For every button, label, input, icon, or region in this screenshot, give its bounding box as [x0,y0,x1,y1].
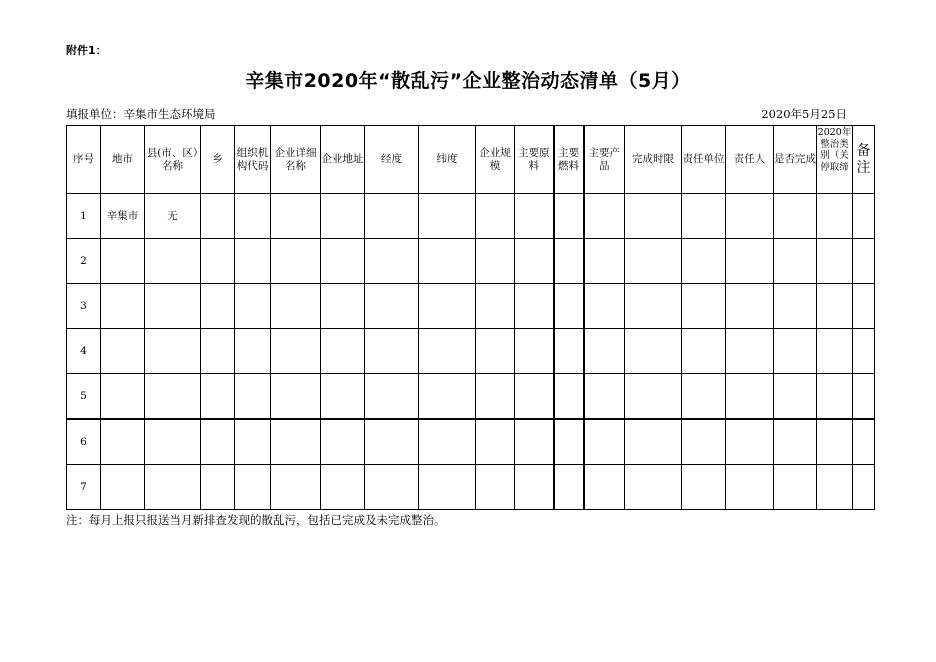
table-cell [682,419,726,465]
table-cell [584,329,625,374]
table-cell: 辛集市 [101,194,145,239]
table-cell [419,239,476,284]
table-cell [419,194,476,239]
table-cell [419,284,476,329]
table-cell [853,419,875,465]
table-cell [271,419,321,465]
header-cell: 企业详细名称 [271,126,321,194]
table-cell [682,284,726,329]
reporting-unit: 填报单位：辛集市生态环境局 [66,107,216,121]
table-cell [774,284,817,329]
table-cell [817,284,853,329]
table-cell: 无 [145,194,201,239]
table-cell [235,194,271,239]
table-cell [682,329,726,374]
table-cell [145,419,201,465]
table-cell [682,194,726,239]
table-cell [271,284,321,329]
table-cell [321,419,365,465]
attachment-label: 附件1： [66,44,107,57]
table-cell [365,284,419,329]
table-cell [554,239,584,284]
table-cell [271,374,321,420]
table-cell [774,329,817,374]
table-cell [235,284,271,329]
table-cell [853,465,875,510]
table-cell [774,419,817,465]
table-cell [235,465,271,510]
table-cell [515,374,554,420]
table-cell [625,284,682,329]
table-row [67,239,875,284]
table-cell [476,284,515,329]
table-cell [554,284,584,329]
table-cell: 2 [67,239,101,284]
header-cell: 责任人 [726,126,774,194]
table-cell [321,329,365,374]
header-cell: 主要燃料 [554,126,584,194]
table-cell [726,284,774,329]
table-cell [817,329,853,374]
table-cell [584,374,625,420]
table-cell: 6 [67,419,101,465]
header-cell: 经度 [365,126,419,194]
table-cell [584,239,625,284]
header-cell: 2020年整治类别（关停取缔 [817,126,853,194]
header-cell: 主要产品 [584,126,625,194]
table-cell [145,239,201,284]
table-cell [201,419,235,465]
header-cell: 完成时限 [625,126,682,194]
report-date: 2020年5月25日 [761,107,847,121]
footnote: 注：每月上报只报送当月新排查发现的散乱污，包括已完成及未完成整治。 [66,513,446,527]
table-cell [774,239,817,284]
table-cell [101,419,145,465]
table-cell [419,465,476,510]
table-cell [554,194,584,239]
table-cell [774,465,817,510]
table-cell [726,329,774,374]
table-row [67,374,875,420]
table-row [67,465,875,510]
table-cell [476,465,515,510]
table-cell [321,374,365,420]
table-cell [476,194,515,239]
table-cell [201,239,235,284]
table-cell [101,329,145,374]
table-cell [584,465,625,510]
table-cell [853,284,875,329]
table-cell [235,329,271,374]
table-cell [145,284,201,329]
table-cell [817,419,853,465]
table-cell [726,465,774,510]
table-cell [419,374,476,420]
table-cell [271,194,321,239]
table-cell [419,419,476,465]
table-cell [853,374,875,420]
table-cell [625,194,682,239]
table-cell [476,374,515,420]
table-cell [625,465,682,510]
header-cell: 企业地址 [321,126,365,194]
table-cell [625,329,682,374]
table-cell [235,239,271,284]
table-cell [515,419,554,465]
table-cell [554,419,584,465]
table-cell [365,329,419,374]
table-cell [419,329,476,374]
table-cell [201,329,235,374]
table-cell [726,239,774,284]
header-cell: 主要原料 [515,126,554,194]
table-cell [726,419,774,465]
header-cell: 企业规模 [476,126,515,194]
table-cell [271,239,321,284]
table-row [67,329,875,374]
table-cell [625,239,682,284]
table-cell: 4 [67,329,101,374]
table-cell [853,239,875,284]
table-cell [817,465,853,510]
table-cell [726,374,774,420]
document-title: 辛集市2020年“散乱污”企业整治动态清单（5月） [245,70,691,92]
table-cell [515,329,554,374]
table-row [67,194,875,239]
table-cell [682,239,726,284]
header-cell: 纬度 [419,126,476,194]
table-cell: 7 [67,465,101,510]
table-cell [271,329,321,374]
table-row [67,284,875,329]
table-cell [554,329,584,374]
table-cell [515,194,554,239]
table-cell [682,374,726,420]
table-cell [584,284,625,329]
enterprise-rectification-table [66,125,875,510]
table-row [67,419,875,465]
table-cell [682,465,726,510]
table-cell [774,374,817,420]
header-cell: 是否完成 [774,126,817,194]
table-cell [201,465,235,510]
table-cell [554,465,584,510]
table-cell [515,284,554,329]
table-cell [365,194,419,239]
table-cell [726,194,774,239]
table-cell [145,329,201,374]
header-cell: 序号 [67,126,101,194]
table-cell [476,239,515,284]
table-cell [235,374,271,420]
table-header-row [67,126,875,194]
table-cell [584,194,625,239]
table-cell [101,239,145,284]
table-cell [101,374,145,420]
header-cell: 地市 [101,126,145,194]
table-cell [476,419,515,465]
header-cell: 备注 [853,126,875,194]
header-cell: 责任单位 [682,126,726,194]
table-cell [853,194,875,239]
table-cell [235,419,271,465]
table-cell [101,284,145,329]
table-cell [515,465,554,510]
table-cell [271,465,321,510]
table-cell: 5 [67,374,101,420]
table-cell [365,374,419,420]
table-cell [625,374,682,420]
table-cell [817,194,853,239]
table-cell [201,194,235,239]
header-cell: 乡 [201,126,235,194]
table-cell [817,239,853,284]
header-cell: 县(市、区）名称 [145,126,201,194]
table-cell: 1 [67,194,101,239]
table-cell [476,329,515,374]
table-cell [145,465,201,510]
table-cell [365,419,419,465]
table-cell: 3 [67,284,101,329]
table-cell [625,419,682,465]
table-cell [321,239,365,284]
table-cell [145,374,201,420]
table-cell [365,239,419,284]
table-cell [321,194,365,239]
table-cell [774,194,817,239]
table-cell [321,284,365,329]
header-cell: 组织机构代码 [235,126,271,194]
table-cell [201,284,235,329]
table-cell [515,239,554,284]
table-cell [365,465,419,510]
table-cell [101,465,145,510]
table-cell [853,329,875,374]
table-cell [321,465,365,510]
table-cell [817,374,853,420]
table-cell [554,374,584,420]
table-cell [584,419,625,465]
table-cell [201,374,235,420]
